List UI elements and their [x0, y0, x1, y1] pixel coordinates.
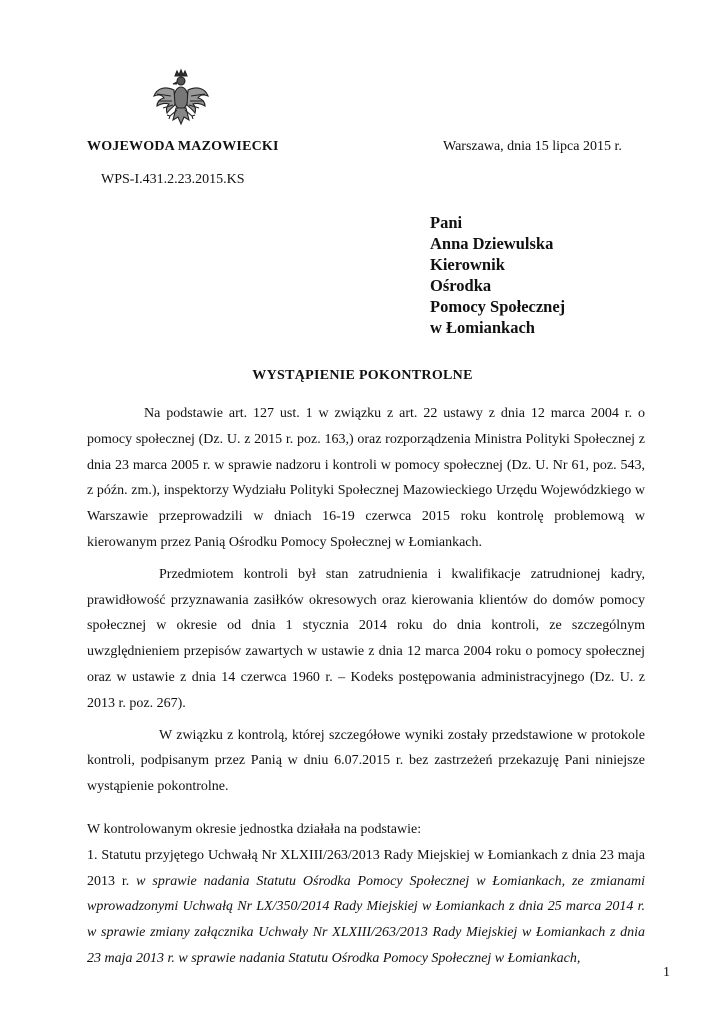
document-title: WYSTĄPIENIE POKONTROLNE — [252, 368, 473, 383]
issuer-name: WOJEWODA MAZOWIECKI — [87, 139, 279, 154]
addressee-line: Pomocy Społecznej — [430, 297, 566, 316]
paragraph: Na podstawie art. 127 ust. 1 w związku z art. 22 ustawy z dnia 12 marca 2004 r. o pomocy społecznej (Dz. U. z 2015 r. poz. 163,) oraz rozporządzenia Ministra Polityki Społecznej z dnia 23 marca 2005 r. w sprawie nadzoru i kontroli w pomocy społecznej (Dz. U. Nr 61, poz. 543, z późn. zm.), inspektorzy Wydziału Polityki Społecznej Mazowieckiego Urzędu Wojewódzkiego w Warszawie przeprowadzili w dniach 16-19 czerwca 2015 roku kontrolę problemową w kierowanym przez Panią Ośrodku Pomocy Społecznej w Łomiankach. — [87, 406, 645, 550]
paragraph: W kontrolowanym okresie jednostka działała na podstawie: — [87, 821, 422, 837]
addressee-line: Anna Dziewulska — [430, 234, 554, 253]
addressee-block — [430, 212, 565, 338]
list-item — [87, 843, 645, 972]
addressee-line: Ośrodka — [430, 276, 492, 295]
reference-number: WPS-I.431.2.23.2015.KS — [101, 172, 245, 187]
addressee-line: Kierownik — [430, 255, 505, 274]
document-date: Warszawa, dnia 15 lipca 2015 r. — [443, 139, 622, 154]
list-item-italic-text: w sprawie nadania Statutu Ośrodka Pomocy Społecznej w Łomiankach, ze zmianami wprowadzonymi Uchwałą Nr LX/350/2014 Rady Miejskiej w Łomiankach z dnia 25 marca 2014 r. w sprawie zmiany załącznika Uchwały Nr XLXIII/263/2013 Rady Miejskiej w Łomiankach z dnia 23 maja 2013 r. w sprawie nadania Statutu Ośrodka Pomocy Społecznej w Łomiankach, — [87, 873, 646, 966]
addressee-line: Pani — [430, 213, 463, 232]
polish-eagle-emblem-icon — [151, 68, 211, 132]
page-number: 1 — [663, 965, 670, 980]
paragraph: W związku z kontrolą, której szczegółowe wyniki zostały przedstawione w protokole kontroli, podpisanym przez Panią w dniu 6.07.2015 r. bez zastrzeżeń przekazuję Pani niniejsze wystąpienie pokontrolne. — [87, 727, 645, 795]
document-body — [87, 401, 645, 972]
list-item-text: 1. Statutu przyjętego Uchwałą Nr XLXIII/263/2013 Rady Miejskiej w Łomiankach z dnia 23 maja 2013 r. — [87, 847, 645, 889]
paragraph: Przedmiotem kontroli był stan zatrudnienia i kwalifikacje zatrudnionej kadry, prawidłowość przyznawania zasiłków okresowych oraz kierowania klientów do domów pomocy społecznej w okresie od dnia 1 stycznia 2014 roku do dnia kontroli, ze szczególnym uwzględnieniem przepisów zawartych w ustawie z dnia 12 marca 2004 roku o pomocy społecznej oraz w ustawie z dnia 14 czerwca 1960 r. – Kodeks postępowania administracyjnego (Dz. U. z 2013 r. poz. 267). — [87, 566, 645, 711]
addressee-line: w Łomiankach — [430, 318, 535, 337]
